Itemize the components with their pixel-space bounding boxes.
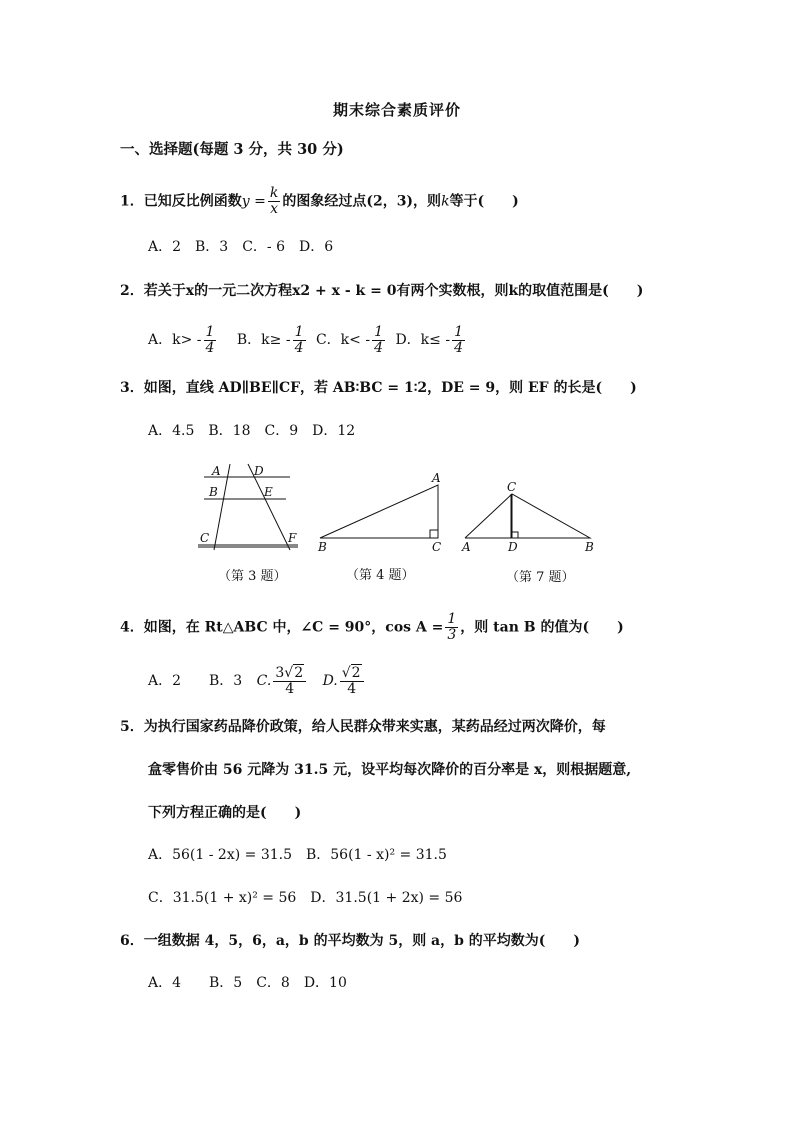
fig3-label-e: E	[264, 485, 273, 499]
fig3-label-a: A	[212, 464, 221, 478]
q4-option-c-den: 4	[285, 680, 295, 697]
fig3-label-d: D	[254, 464, 264, 478]
q4-option-c-num: 3√2	[273, 666, 306, 682]
q1-options: A．2 B．3 C．- 6 D．6	[148, 239, 334, 255]
q4-option-d-num: √2	[340, 666, 364, 682]
question-4	[120, 612, 624, 643]
q2-frac-a-den: 4	[205, 339, 215, 356]
question-5-line-2: 盒零售价由 56 元降为 31.5 元，设平均每次降价的百分率是 x，则根据题意,	[148, 762, 632, 778]
q2-frac-d-num: 1	[454, 323, 463, 340]
fig7-right-angle	[512, 532, 518, 538]
q4-option-c-label: C.	[256, 673, 272, 689]
fig4-right-angle	[430, 530, 438, 538]
q2-option-c: C．k< -	[315, 332, 371, 348]
q2-frac-b-den: 4	[294, 339, 304, 356]
fig3-label-c: C	[200, 531, 210, 545]
q5-options-row-1: A．56(1 - 2x) = 31.5 B．56(1 - x)² = 31.5	[148, 847, 447, 863]
question-6: 6．一组数据 4，5，6，a，b 的平均数为 5，则 a，b 的平均数为( )	[120, 933, 581, 949]
q4-options	[148, 664, 366, 698]
q4-stem-b: ，则 tan B 的值为( )	[460, 619, 624, 636]
q6-options: A．4 B．5 C．8 D．10	[148, 975, 347, 991]
q4-option-d-rad: 2	[351, 664, 361, 681]
q1-frac-den: x	[270, 201, 279, 217]
q1-stem-c: 等于( )	[449, 193, 519, 210]
figures-area	[190, 460, 610, 595]
fig7-label-b: B	[585, 540, 594, 554]
q4-option-d-den: 4	[347, 680, 357, 697]
fig7-caption: （第 7 题）	[506, 570, 575, 585]
fig3-caption: （第 3 题）	[218, 569, 287, 584]
q4-option-c-coef: 3	[275, 664, 285, 681]
q1-stem-b: 的图象经过点(2，3)，则	[282, 193, 442, 210]
q2-option-b: B．k≥ -	[236, 332, 291, 348]
q4-option-c-frac	[273, 666, 306, 697]
q2-option-d: D．k≤ -	[395, 332, 451, 348]
q5-options-row-2: C．31.5(1 + x)² = 56 D．31.5(1 + 2x) = 56	[148, 890, 463, 906]
question-2: 2．若关于x的一元二次方程x2 + x - k = 0有两个实数根，则k的取值范围是( )	[120, 283, 644, 299]
q2-frac-c-den: 4	[374, 339, 383, 356]
fig7-label-c: C	[507, 480, 517, 494]
q2-frac-d	[452, 325, 465, 356]
question-1	[120, 186, 519, 217]
q2-frac-a	[204, 325, 217, 356]
fig4-label-a: A	[432, 471, 441, 485]
q4-stem-a: 4．如图，在 Rt△ABC 中，∠C = 90°，cos A =	[120, 619, 444, 636]
q1-frac-num: k	[269, 185, 279, 201]
fig4-label-b: B	[318, 540, 327, 554]
q2-frac-c	[372, 325, 385, 356]
question-3: 3．如图，直线 AD∥BE∥CF，若 AB∶BC = 1∶2，DE = 9，则 EF 的长是( )	[120, 380, 637, 396]
fig4-triangle	[320, 485, 438, 538]
q1-func-lhs: y =	[241, 193, 266, 210]
q2-frac-c-num: 1	[374, 323, 383, 340]
q4-option-d-frac	[340, 666, 364, 697]
q4-options-ab: A．2 B．3	[148, 673, 243, 689]
figure-7	[465, 494, 590, 538]
page-title: 期末综合素质评价	[332, 101, 461, 119]
q1-var: k	[441, 193, 450, 210]
q1-fraction	[268, 186, 280, 217]
fig4-label-c: C	[432, 540, 442, 554]
q2-frac-d-den: 4	[454, 339, 463, 356]
section-heading: 一、选择题(每题 3 分，共 30 分)	[120, 141, 344, 158]
fig7-label-d: D	[508, 540, 518, 554]
q4-option-c-rad: 2	[294, 664, 304, 681]
fig7-label-a: A	[462, 540, 471, 554]
fig4-caption: （第 4 题）	[346, 568, 415, 583]
q4-frac-num: 1	[447, 611, 457, 627]
figure-4	[320, 485, 438, 538]
q2-frac-b	[293, 325, 306, 356]
q2-option-a: A．k> -	[148, 332, 202, 348]
fig3-label-f: F	[288, 531, 297, 545]
q2-options	[148, 324, 467, 356]
q3-options: A．4.5 B．18 C．9 D．12	[148, 423, 356, 439]
q2-frac-a-num: 1	[205, 323, 215, 340]
q4-frac-den: 3	[447, 627, 457, 643]
question-5-line-3: 下列方程正确的是( )	[148, 805, 302, 821]
q1-stem-a: 1．已知反比例函数	[120, 193, 242, 210]
q4-fraction	[445, 612, 458, 643]
question-5-line-1: 5．为执行国家药品降价政策，给人民群众带来实惠，某药品经过两次降价，每	[120, 719, 606, 735]
q2-frac-b-num: 1	[294, 323, 304, 340]
q4-option-d-label: D.	[322, 673, 338, 689]
fig3-label-b: B	[209, 485, 218, 499]
fig7-triangle	[465, 494, 590, 538]
